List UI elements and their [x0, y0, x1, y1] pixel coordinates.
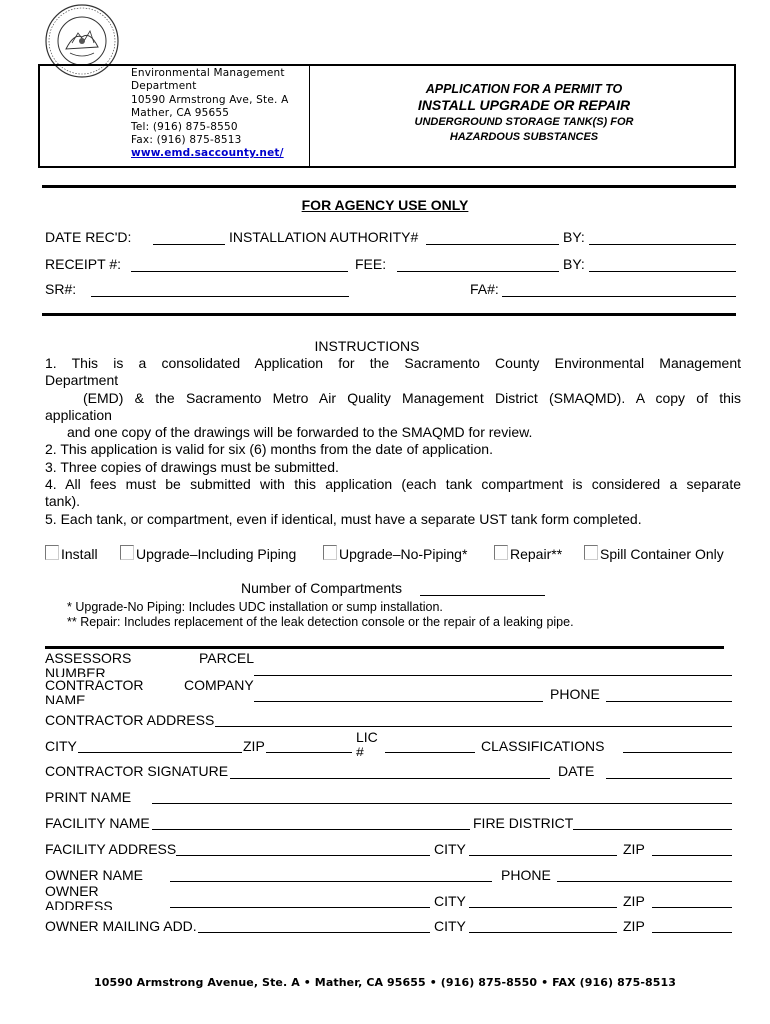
- mailing-zip-field[interactable]: [652, 932, 732, 933]
- title-line-1: APPLICATION FOR A PERMIT TO: [425, 82, 623, 96]
- fire-district-field[interactable]: [573, 829, 732, 830]
- mailing-city-label: CITY: [434, 918, 466, 934]
- facility-zip-label: ZIP: [623, 841, 645, 857]
- agency-name-2: Department: [131, 80, 197, 93]
- owner-zip-label: ZIP: [623, 893, 645, 909]
- owner-label: OWNER: [45, 883, 99, 899]
- facility-name-field[interactable]: [152, 829, 470, 830]
- lic-field[interactable]: [385, 752, 475, 753]
- contractor-label: CONTRACTOR: [45, 677, 144, 693]
- fa-field[interactable]: [502, 296, 736, 297]
- install-checkbox[interactable]: [45, 545, 59, 560]
- installation-authority-field[interactable]: [426, 244, 559, 245]
- facility-address-field[interactable]: [176, 855, 430, 856]
- instruction-3: 3. Three copies of drawings must be submitted.: [45, 458, 339, 475]
- city-label: CITY: [45, 738, 77, 754]
- mailing-zip-label: ZIP: [623, 918, 645, 934]
- contractor-signature-field[interactable]: [230, 778, 550, 779]
- mailing-city-field[interactable]: [469, 932, 617, 933]
- agency-fax: Fax: (916) 875-8513: [131, 134, 242, 147]
- instruction-1-cont: application: [45, 406, 112, 423]
- divider: [45, 646, 724, 649]
- fee-label: FEE:: [355, 256, 387, 272]
- upgrade-no-piping-label: Upgrade–No-Piping*: [339, 546, 468, 562]
- by-label-1: BY:: [563, 229, 585, 245]
- website-link[interactable]: www.emd.saccounty.net/: [131, 147, 284, 160]
- lic-label: LIC: [356, 729, 378, 745]
- fee-field[interactable]: [397, 271, 559, 272]
- upgrade-no-piping-checkbox[interactable]: [323, 545, 337, 560]
- owner-city-field[interactable]: [469, 907, 617, 908]
- facility-zip-field[interactable]: [652, 855, 732, 856]
- sr-field[interactable]: [91, 296, 349, 297]
- instruction-1: 1. This is a consolidated Application for the Sacramento County Environmental Management: [45, 355, 741, 371]
- repair-note: ** Repair: Includes replacement of the leak detection console or the repair of a leaking pipe.: [67, 615, 574, 629]
- fire-district-label: FIRE DISTRICT: [473, 815, 574, 831]
- owner-zip-field[interactable]: [652, 907, 732, 908]
- spill-container-label: Spill Container Only: [600, 546, 724, 562]
- owner-phone-field[interactable]: [557, 881, 732, 882]
- title-line-4: HAZARDOUS SUBSTANCES: [449, 131, 599, 143]
- sr-label: SR#:: [45, 281, 77, 297]
- by-label-2: BY:: [563, 256, 585, 272]
- facility-city-field[interactable]: [469, 855, 617, 856]
- facility-name-label: FACILITY NAME: [45, 815, 150, 831]
- divider: [42, 313, 736, 316]
- instruction-1-cont: (EMD) & the Sacramento Metro Air Quality Management District (SMAQMD). A copy of this: [83, 389, 741, 406]
- company-label: COMPANY: [184, 677, 254, 693]
- install-label: Install: [61, 546, 98, 562]
- receipt-field[interactable]: [131, 271, 348, 272]
- instructions-title: INSTRUCTIONS: [314, 338, 420, 354]
- instruction-5: 5. Each tank, or compartment, even if identical, must have a separate UST tank form completed.: [45, 510, 642, 527]
- contractor-phone-field[interactable]: [606, 701, 732, 702]
- spill-container-checkbox[interactable]: [584, 545, 598, 560]
- instruction-2: 2. This application is valid for six (6) months from the date of application.: [45, 441, 493, 458]
- assessors-label: ASSESSORS: [45, 650, 132, 666]
- date-recd-field[interactable]: [153, 244, 225, 245]
- contractor-zip-field[interactable]: [266, 752, 352, 753]
- contractor-address-label: CONTRACTOR ADDRESS: [45, 712, 215, 728]
- classifications-label: CLASSIFICATIONS: [481, 738, 605, 754]
- agency-address-block: [131, 67, 288, 161]
- facility-city-label: CITY: [434, 841, 466, 857]
- instruction-1-cont: and one copy of the drawings will be forwarded to the SMAQMD for review.: [67, 424, 533, 441]
- contractor-company-field[interactable]: [254, 701, 543, 702]
- installation-authority-label: INSTALLATION AUTHORITY#: [229, 229, 419, 245]
- print-name-field[interactable]: [152, 803, 732, 804]
- name-label: NAME: [45, 693, 86, 704]
- by-field-2[interactable]: [589, 271, 736, 272]
- repair-checkbox[interactable]: [494, 545, 508, 560]
- contractor-address-field[interactable]: [215, 726, 732, 727]
- upgrade-piping-checkbox[interactable]: [120, 545, 134, 560]
- compartments-label: Number of Compartments: [241, 580, 403, 596]
- facility-address-label: FACILITY ADDRESS: [45, 841, 177, 857]
- date-recd-label: DATE REC'D:: [45, 229, 132, 245]
- phone-label: PHONE: [550, 686, 600, 702]
- title-line-2: INSTALL UPGRADE OR REPAIR: [417, 97, 631, 113]
- compartments-field[interactable]: [420, 595, 545, 596]
- number-label: NUMBER: [45, 666, 106, 677]
- date-field[interactable]: [606, 778, 732, 779]
- lic-hash-label: #: [356, 745, 364, 756]
- footer-address: 10590 Armstrong Avenue, Ste. A • Mather, CA 95655 • (916) 875-8550 • FAX (916) 875-8513: [93, 976, 677, 989]
- agency-city: Mather, CA 95655: [131, 107, 230, 120]
- agency-street: 10590 Armstrong Ave, Ste. A: [131, 93, 289, 106]
- parcel-label: PARCEL: [199, 650, 254, 666]
- agency-use-heading: FOR AGENCY USE ONLY: [301, 197, 469, 213]
- owner-address-field[interactable]: [170, 907, 430, 908]
- divider: [42, 185, 736, 188]
- owner-city-label: CITY: [434, 893, 466, 909]
- date-label: DATE: [558, 763, 595, 779]
- agency-tel: Tel: (916) 875-8550: [131, 120, 238, 133]
- instruction-4-cont: tank).: [45, 493, 81, 510]
- instruction-4: 4. All fees must be submitted with this application (each tank compartment is considered a separate: [45, 476, 741, 493]
- contractor-signature-label: CONTRACTOR SIGNATURE: [45, 763, 229, 779]
- instructions-list: [45, 355, 741, 528]
- contractor-city-field[interactable]: [78, 752, 242, 753]
- by-field-1[interactable]: [589, 244, 736, 245]
- upgrade-piping-label: Upgrade–Including Piping: [136, 546, 297, 562]
- title-line-3: UNDERGROUND STORAGE TANK(S) FOR: [414, 116, 634, 128]
- owner-phone-label: PHONE: [501, 867, 551, 883]
- upgrade-note: * Upgrade-No Piping: Includes UDC installation or sump installation.: [67, 600, 443, 614]
- fa-label: FA#:: [470, 281, 499, 297]
- instruction-1-cont: Department: [45, 372, 119, 389]
- owner-mailing-label: OWNER MAILING ADD.: [45, 918, 197, 934]
- agency-name-1: Environmental Management: [131, 67, 285, 79]
- receipt-label: RECEIPT #:: [45, 256, 121, 272]
- print-name-label: PRINT NAME: [45, 789, 132, 805]
- parcel-number-field[interactable]: [254, 675, 732, 676]
- zip-label: ZIP: [243, 738, 265, 754]
- owner-name-label: OWNER NAME: [45, 867, 143, 883]
- repair-label: Repair**: [510, 546, 563, 562]
- form-title: [312, 82, 736, 145]
- address-label: ADDRESS: [45, 899, 113, 910]
- owner-name-field[interactable]: [170, 881, 492, 882]
- classifications-field[interactable]: [623, 752, 732, 753]
- owner-mailing-field[interactable]: [198, 932, 430, 933]
